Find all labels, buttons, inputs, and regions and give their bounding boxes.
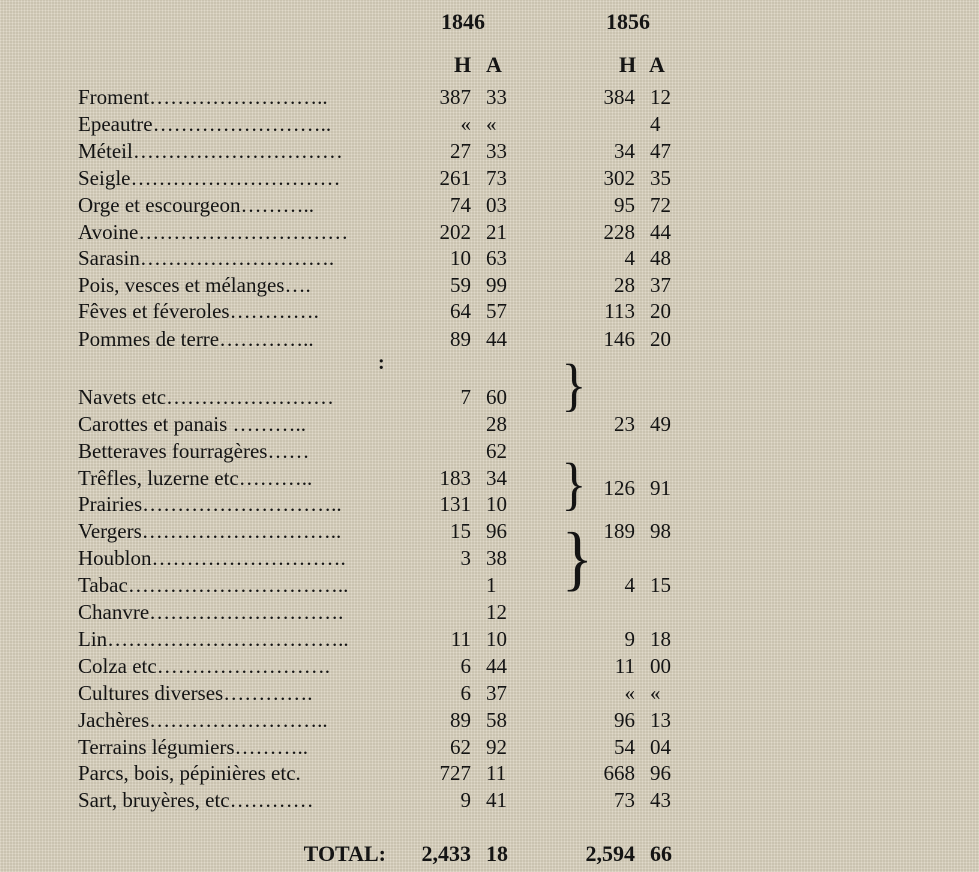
hectares-1846: 15 [450, 519, 471, 543]
ares-1856: 00 [650, 654, 671, 678]
total-row [0, 840, 979, 868]
crop-name: Orge et escourgeon……….. [78, 193, 315, 217]
hectares-1856: 23 [614, 412, 635, 436]
crop-name: Fêves et féveroles…………. [78, 299, 319, 323]
table-row [0, 384, 979, 411]
ares-1846: 63 [486, 246, 507, 270]
ares-1846: 92 [486, 735, 507, 759]
hectares-1856: 228 [603, 220, 635, 244]
table-row [0, 165, 979, 192]
ares-1846: 62 [486, 439, 507, 463]
crop-name: Sart, bruyères, etc………… [78, 788, 314, 812]
crop-name: Colza etc……………………. [78, 654, 330, 678]
hectares-1856: 189 [603, 519, 635, 543]
hectares-1846: 183 [439, 466, 471, 490]
hectares-1856: 4 [624, 573, 635, 597]
hectares-1856: 9 [624, 627, 635, 651]
table-row [0, 138, 979, 165]
brace-bracket: } [561, 352, 587, 417]
crop-name: Cultures diverses…………. [78, 681, 313, 705]
hectares-1846: 3 [460, 546, 471, 570]
hectares-1846-header: H [454, 52, 472, 77]
year-1856-header: 1856 [606, 9, 650, 34]
ares-1856: 15 [650, 573, 671, 597]
ares-1856-header: A [649, 52, 665, 77]
crop-name: Parcs, bois, pépinières etc. [78, 761, 301, 785]
hectares-1846: 7 [460, 385, 471, 409]
ares-1856: 13 [650, 708, 671, 732]
ares-1846: 44 [486, 327, 507, 351]
ares-1856: 37 [650, 273, 671, 297]
table-row [0, 653, 979, 680]
hectares-1856: « [624, 681, 635, 705]
ares-1846-header: A [486, 52, 502, 77]
hectares-1846: 727 [439, 761, 471, 785]
hectares-1856: 95 [614, 193, 635, 217]
hectares-1846: 74 [450, 193, 471, 217]
ares-1856: 20 [650, 299, 671, 323]
ares-1846: 10 [486, 627, 507, 651]
ares-1856: 49 [650, 412, 671, 436]
hectares-1846: 387 [439, 85, 471, 109]
hectares-1856: 34 [614, 139, 635, 163]
hectares-1856: 146 [603, 327, 635, 351]
table-row [0, 438, 979, 465]
crop-name: Avoine………………………… [78, 220, 349, 244]
merged-trefles-prairies-row [0, 475, 979, 502]
hectares-1846: 59 [450, 273, 471, 297]
table-row [0, 192, 979, 219]
ares-1846: 99 [486, 273, 507, 297]
table-row [0, 734, 979, 761]
table-row [0, 599, 979, 626]
crop-name: Sarasin………………………. [78, 246, 335, 270]
brace-bracket: } [561, 518, 593, 598]
table-row [0, 272, 979, 299]
hectares-1846: 10 [450, 246, 471, 270]
ares-1856: 4 [650, 112, 661, 136]
table-row [0, 545, 979, 572]
table-row [0, 707, 979, 734]
ares-1856: 48 [650, 246, 671, 270]
hectares-1846: 64 [450, 299, 471, 323]
crop-name: Lin…………………………….. [78, 627, 349, 651]
table-row [0, 111, 979, 138]
ares-1846: 34 [486, 466, 507, 490]
ares-1846: 37 [486, 681, 507, 705]
hectares-1846: 131 [439, 492, 471, 516]
ares-1856: 72 [650, 193, 671, 217]
hectares-1846: 261 [439, 166, 471, 190]
ares-1856: « [650, 681, 661, 705]
total-label: TOTAL: [303, 841, 386, 866]
hectares-1846: 27 [450, 139, 471, 163]
hectares-1856: 4 [624, 246, 635, 270]
ares-1856: 96 [650, 761, 671, 785]
hectares-1846: 6 [460, 681, 471, 705]
hectares-1846: 11 [450, 627, 471, 651]
crop-name: Navets etc…………………… [78, 385, 335, 409]
crop-name: Terrains légumiers……….. [78, 735, 309, 759]
table-row [0, 787, 979, 814]
crop-name: Houblon………………………. [78, 546, 346, 570]
ares-1856: 35 [650, 166, 671, 190]
hectares-1856: 73 [614, 788, 635, 812]
ares-1856: 04 [650, 735, 671, 759]
crop-name: Vergers……………………….. [78, 519, 342, 543]
hectares-1846: 62 [450, 735, 471, 759]
hectares-1856: 302 [603, 166, 635, 190]
hectares-1856-header: H [619, 52, 637, 77]
table-row [0, 219, 979, 246]
hectares-1856: 11 [614, 654, 635, 678]
ares-1846: 12 [486, 600, 507, 624]
crop-name: Pommes de terre………….. [78, 327, 314, 351]
table-row [0, 680, 979, 707]
ares-1846: 11 [486, 761, 507, 785]
ares-1846: 57 [486, 299, 507, 323]
ares-1846: 96 [486, 519, 507, 543]
colon-mark: : [378, 352, 385, 374]
ares-1856: 47 [650, 139, 671, 163]
hectares-1856: 96 [614, 708, 635, 732]
ares-1846: 1 [486, 573, 497, 597]
hectares-1856: 113 [604, 299, 635, 323]
brace-bracket: } [561, 451, 587, 516]
total-hectares-1856: 2,594 [585, 841, 635, 866]
ares-1846: 10 [486, 492, 507, 516]
crop-name: Carottes et panais ……….. [78, 412, 307, 436]
ares-1856: 12 [650, 85, 671, 109]
merged-ares-1856: 91 [650, 476, 671, 500]
ares-1856: 44 [650, 220, 671, 244]
table-row [0, 326, 979, 353]
table-row [0, 84, 979, 111]
ares-1846: 21 [486, 220, 507, 244]
ares-1856: 98 [650, 519, 671, 543]
ares-1846: 58 [486, 708, 507, 732]
table-row [0, 760, 979, 787]
hectares-1846: 89 [450, 327, 471, 351]
hectares-1846: 89 [450, 708, 471, 732]
merged-hectares-1856: 126 [603, 476, 635, 500]
crop-name: Méteil………………………… [78, 139, 343, 163]
hectares-1856: 668 [603, 761, 635, 785]
ares-1846: 41 [486, 788, 507, 812]
ares-1856: 43 [650, 788, 671, 812]
crop-name: Chanvre………………………. [78, 600, 344, 624]
crop-name: Seigle………………………… [78, 166, 341, 190]
hectares-1846: 6 [460, 654, 471, 678]
ares-1846: 44 [486, 654, 507, 678]
total-ares-1856: 66 [650, 841, 672, 866]
table-row [0, 572, 979, 599]
total-ares-1846: 18 [486, 841, 508, 866]
ares-1846: « [486, 112, 497, 136]
hectares-1846: « [460, 112, 471, 136]
table-row [0, 626, 979, 653]
table-row [0, 298, 979, 325]
hectares-1846: 9 [460, 788, 471, 812]
total-hectares-1846: 2,433 [421, 841, 471, 866]
ares-1846: 73 [486, 166, 507, 190]
ares-1846: 03 [486, 193, 507, 217]
crop-name: Froment…………………….. [78, 85, 328, 109]
hectares-1846: 202 [439, 220, 471, 244]
ares-1856: 18 [650, 627, 671, 651]
ares-1856: 20 [650, 327, 671, 351]
crop-name: Prairies……………………….. [78, 492, 342, 516]
hectares-1856: 54 [614, 735, 635, 759]
ares-1846: 33 [486, 85, 507, 109]
hectares-1856: 28 [614, 273, 635, 297]
crop-name: Pois, vesces et mélanges…. [78, 273, 311, 297]
crop-name: Betteraves fourragères…… [78, 439, 310, 463]
crop-name: Trêfles, luzerne etc……….. [78, 466, 313, 490]
table-row [0, 245, 979, 272]
table-row [0, 518, 979, 545]
crop-name: Epeautre…………………….. [78, 112, 332, 136]
ares-1846: 28 [486, 412, 507, 436]
table-row [0, 411, 979, 438]
hectares-1856: 384 [603, 85, 635, 109]
ares-1846: 38 [486, 546, 507, 570]
year-1846-header: 1846 [441, 9, 485, 34]
crop-name: Tabac………………………….. [78, 573, 349, 597]
crop-name: Jachères…………………….. [78, 708, 328, 732]
ares-1846: 33 [486, 139, 507, 163]
ares-1846: 60 [486, 385, 507, 409]
